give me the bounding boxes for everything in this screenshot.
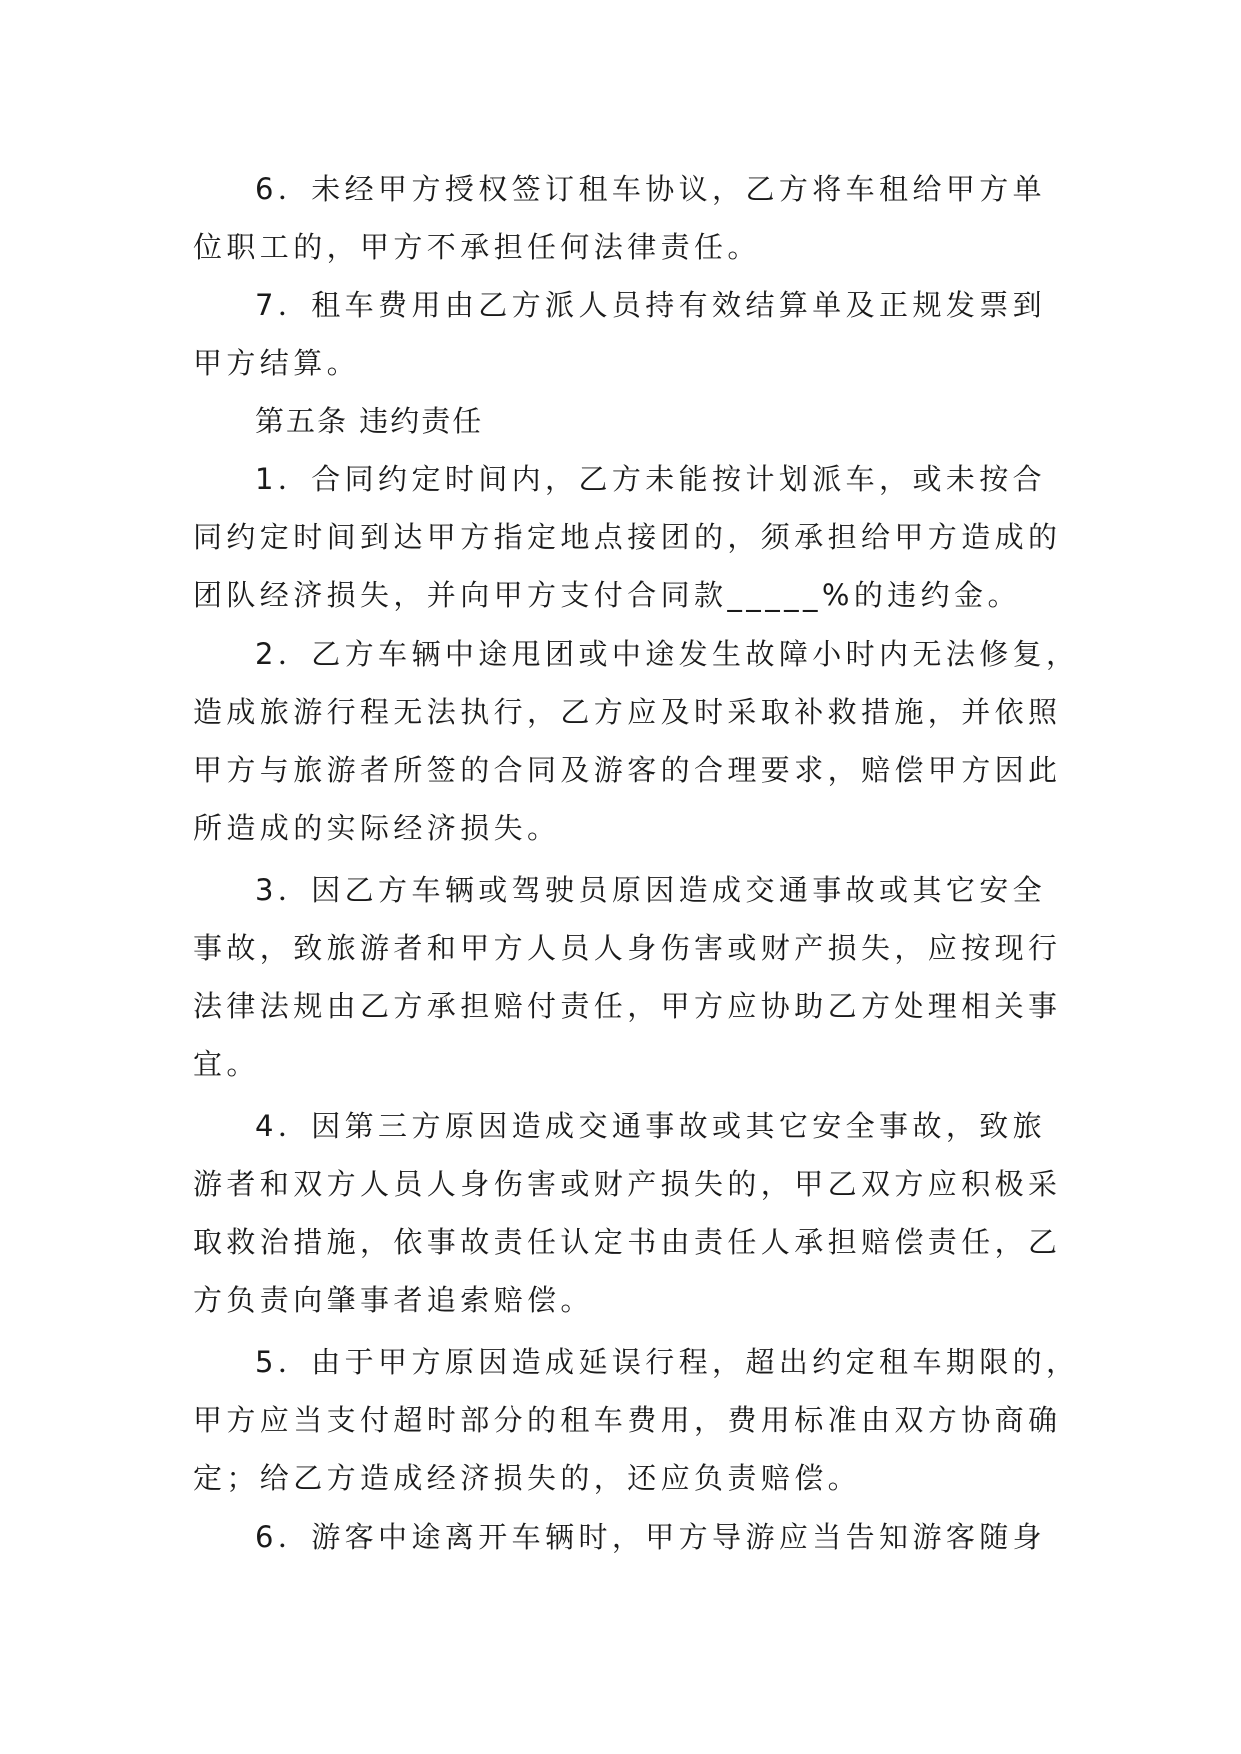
- clause-5-1: [193, 450, 1062, 624]
- clause-line: 3．因乙方车辆或驾驶员原因造成交通事故或其它安全: [255, 873, 1047, 907]
- clause-line: 4．因第三方原因造成交通事故或其它安全事故，致旅: [255, 1109, 1047, 1143]
- clause-line: 所造成的实际经济损失。: [193, 811, 561, 845]
- section-heading: 第五条 违约责任: [255, 404, 484, 438]
- clause-5-5: [193, 1333, 1080, 1507]
- clause-line: 6．游客中途离开车辆时，甲方导游应当告知游客随身: [255, 1520, 1047, 1554]
- clause-line: 甲方与旅游者所签的合同及游客的合理要求，赔偿甲方因此: [193, 753, 1062, 787]
- clause-line: 游者和双方人员人身伤害或财产损失的，甲乙双方应积极采: [193, 1167, 1062, 1201]
- clause-line: 1．合同约定时间内，乙方未能按计划派车，或未按合: [255, 462, 1047, 496]
- clause-line: 造成旅游行程无法执行，乙方应及时采取补救措施，并依照: [193, 695, 1062, 729]
- clause-5-4: [193, 1097, 1062, 1329]
- clause-line: 团队经济损失，并向甲方支付合同款_____%的违约金。: [193, 578, 1021, 612]
- clause-line: 5．由于甲方原因造成延误行程，超出约定租车期限的，: [255, 1345, 1080, 1379]
- clause-line: 定；给乙方造成经济损失的，还应负责赔偿。: [193, 1461, 862, 1495]
- section-5-heading: [193, 392, 1053, 450]
- clause-line: 7．租车费用由乙方派人员持有效结算单及正规发票到: [255, 288, 1047, 322]
- clause-line: 6．未经甲方授权签订租车协议，乙方将车租给甲方单: [255, 172, 1047, 206]
- document-body: [193, 160, 1080, 1566]
- clause-5-6: [193, 1508, 1053, 1566]
- clause-line: 方负责向肇事者追索赔偿。: [193, 1283, 594, 1317]
- clause-5-3: [193, 861, 1062, 1093]
- clause-4-6: [193, 160, 1053, 276]
- clause-line: 2．乙方车辆中途甩团或中途发生故障小时内无法修复，: [255, 637, 1080, 671]
- clause-line: 事故，致旅游者和甲方人员人身伤害或财产损失，应按现行: [193, 931, 1062, 965]
- clause-line: 取救治措施，依事故责任认定书由责任人承担赔偿责任，乙: [193, 1225, 1062, 1259]
- clause-line: 位职工的，甲方不承担任何法律责任。: [193, 230, 761, 264]
- clause-5-2: [193, 625, 1080, 857]
- clause-line: 法律法规由乙方承担赔付责任，甲方应协助乙方处理相关事: [193, 989, 1062, 1023]
- clause-line: 甲方结算。: [193, 346, 361, 380]
- clause-line: 甲方应当支付超时部分的租车费用，费用标准由双方协商确: [193, 1403, 1062, 1437]
- clause-line: 同约定时间到达甲方指定地点接团的，须承担给甲方造成的: [193, 520, 1062, 554]
- clause-4-7: [193, 276, 1053, 392]
- clause-line: 宜。: [193, 1047, 260, 1081]
